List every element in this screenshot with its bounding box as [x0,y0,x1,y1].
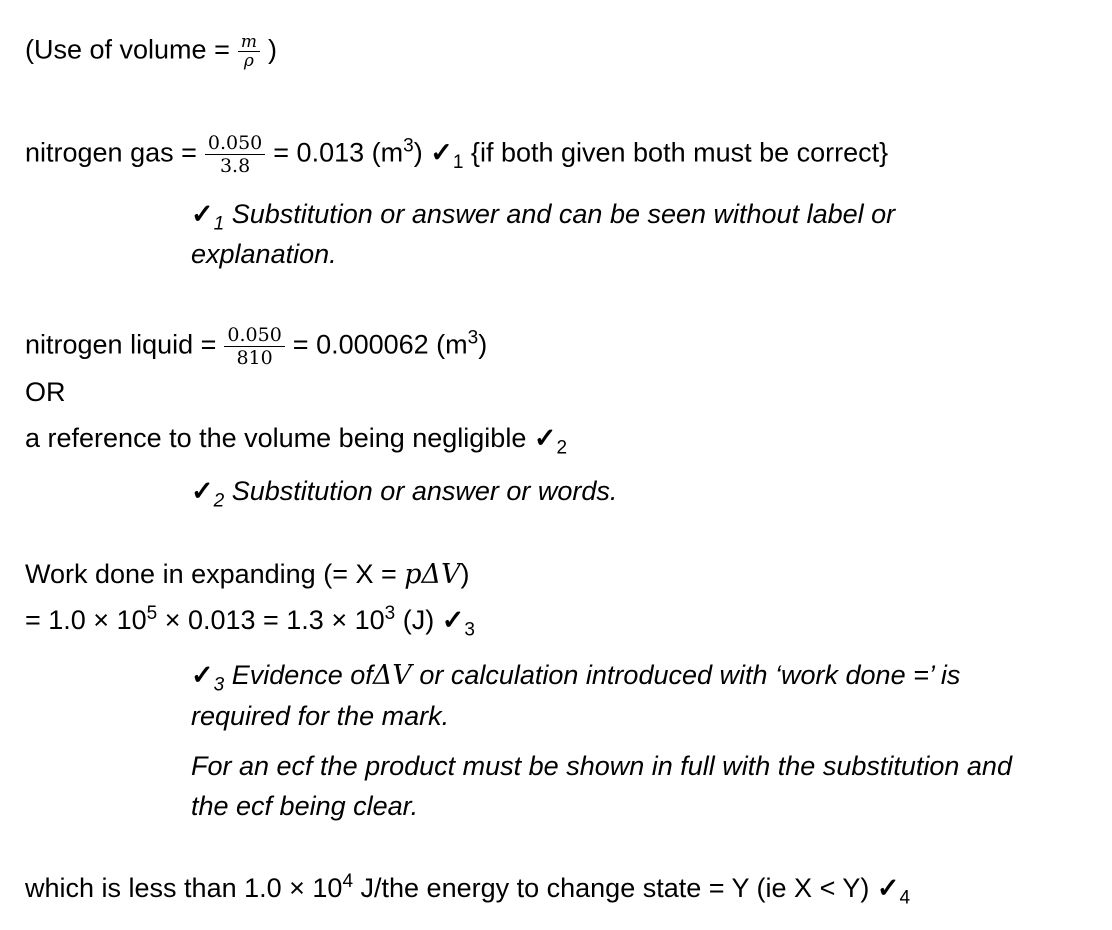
unit-power: 3 [467,327,479,349]
note-2-text: Substitution or answer or words. [231,476,618,506]
mark-index: 3 [464,619,475,641]
mark-index: 1 [213,213,225,235]
final-text-a: which is less than 1.0 × 10 [25,873,343,903]
note-1-line-1 [191,194,895,234]
note-3-text-1a: Evidence of [231,660,373,690]
note-3-line-2: required for the mark. [191,701,450,731]
final-text-b: J/the energy to change state = Y (ie X < Y) [353,873,870,903]
work-calc-c: (J) [395,605,435,635]
fraction-numerator: m [238,33,260,52]
note-2 [191,471,617,511]
note-3-line-3: For an ecf the product must be shown in full with the substitution and [191,751,1012,781]
nitrogen-gas-line [25,132,888,177]
mark-index: 2 [213,490,225,512]
check-mark-icon: ✓ [876,873,900,903]
check-mark-icon: ✓ [191,660,214,690]
volume-suffix: ) [267,34,277,65]
check-mark-icon: ✓ [191,476,214,506]
gas-label: nitrogen gas = [25,137,197,168]
mark-index: 4 [899,887,911,909]
gas-condition: {if both given both must be correct} [470,137,889,168]
mark-index: 1 [452,152,464,174]
mass-over-density-fraction [238,33,260,70]
negligible-text: a reference to the volume being negligible [25,423,527,453]
fraction-numerator: 0.050 [224,324,284,347]
work-prefix: Work done in expanding (= X = [25,559,405,589]
nitrogen-liquid-line [25,324,487,369]
note-3-text-1b: or calculation introduced with ‘work done =’ is [419,660,961,690]
gas-result-close: ) [413,137,423,168]
liquid-result: = 0.000062 (m [292,329,468,360]
or-text: OR [25,377,66,407]
liquid-label: nitrogen liquid = [25,329,217,360]
power: 4 [342,871,354,892]
mark-index: 2 [556,437,568,459]
check-mark-icon: ✓ [533,423,557,453]
negligible-line [25,422,568,459]
check-mark-icon: ✓ [430,137,453,168]
delta-v-symbol: ΔV [372,660,412,691]
fraction-denominator: ρ [243,51,254,71]
volume-prefix: (Use of volume = [25,34,230,65]
note-1-line-2: explanation. [191,239,337,269]
check-mark-icon: ✓ [441,605,465,635]
note-3 [191,655,1012,826]
work-suffix: ) [460,559,470,589]
mark-index: 3 [213,674,225,696]
final-comparison-line [25,871,911,909]
work-calc-a: = 1.0 × 10 [25,605,147,635]
fraction-denominator: 3.8 [219,155,251,177]
gas-result: = 0.013 (m [273,137,404,168]
work-done-line-2 [25,603,475,641]
gas-fraction [205,132,265,177]
fraction-numerator: 0.050 [205,132,265,155]
unit-power: 3 [403,135,414,157]
note-3-line-1 [191,655,1012,696]
power-a: 5 [146,603,158,624]
work-symbol: pΔV [404,559,461,590]
check-mark-icon: ✓ [191,199,214,229]
liquid-result-close: ) [478,329,488,360]
liquid-fraction [224,324,284,369]
note-1 [191,194,895,274]
fraction-denominator: 810 [236,347,273,369]
work-calc-b: × 0.013 = 1.3 × 10 [157,605,385,635]
power-b: 3 [384,603,396,624]
work-done-line-1 [25,558,470,591]
volume-formula-line [25,33,277,70]
note-1-text-1: Substitution or answer and can be seen without label or [231,199,896,229]
note-3-line-4: the ecf being clear. [191,791,419,821]
